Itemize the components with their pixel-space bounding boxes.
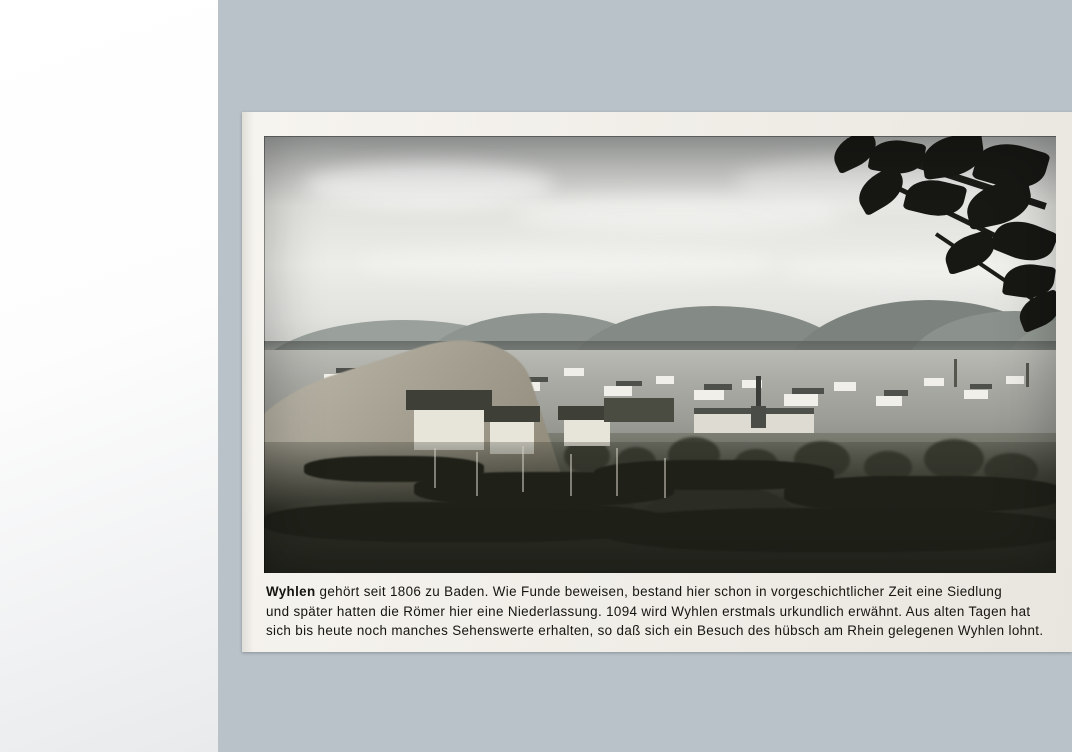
postcard-caption [266,582,1056,641]
vineyard-foreground [264,442,1056,573]
building [924,378,944,386]
building [564,368,584,376]
barn-roof [604,398,674,422]
church-spire [756,376,761,420]
foreground-house-roof [484,406,540,422]
factory-chimney [954,359,957,387]
postcard-edge-shading [242,112,254,652]
vine-post [434,448,436,488]
roof [884,390,908,396]
cloud [304,162,554,208]
roof [792,388,824,394]
vine-post [616,448,618,496]
building [694,390,724,400]
building [834,382,856,391]
postcard-photograph [264,136,1056,573]
cloud [784,256,1056,286]
caption-line-1-rest: gehört seit 1806 zu Baden. Wie Funde beweisen, bestand hier schon in vorgeschichtlicher Zeit eine Siedlung [315,584,1003,599]
roof [704,384,732,390]
cloud [354,246,774,280]
caption-line-2: und später hatten die Römer hier eine Niederlassung. 1094 wird Wyhlen erstmals urkundlich erwähnt. Aus alten Tagen hat [266,603,1031,619]
factory-chimney [1026,363,1029,387]
building [964,390,988,399]
caption-line-1 [266,582,1056,602]
roof [616,381,642,386]
left-white-margin [0,0,218,752]
building [604,386,632,396]
roof [970,384,992,389]
vine-post [570,454,572,496]
building [656,376,674,384]
building [1006,376,1024,384]
caption-title: Wyhlen [266,584,316,599]
building [784,394,818,406]
building [876,396,902,406]
vine-post [664,458,666,498]
foreground-house-roof [406,390,492,410]
cloud [734,156,1034,208]
vine-post [522,446,524,492]
caption-line-3: sich bis heute noch manches Sehenswerte erhalten, so daß sich ein Besuch des hübsch am Rhein gelegenen Wyhlen lohnt. [266,623,1044,638]
vine-row [784,476,1056,512]
vine-row [604,508,1056,552]
vine-post [476,452,478,496]
postcard [242,112,1072,652]
